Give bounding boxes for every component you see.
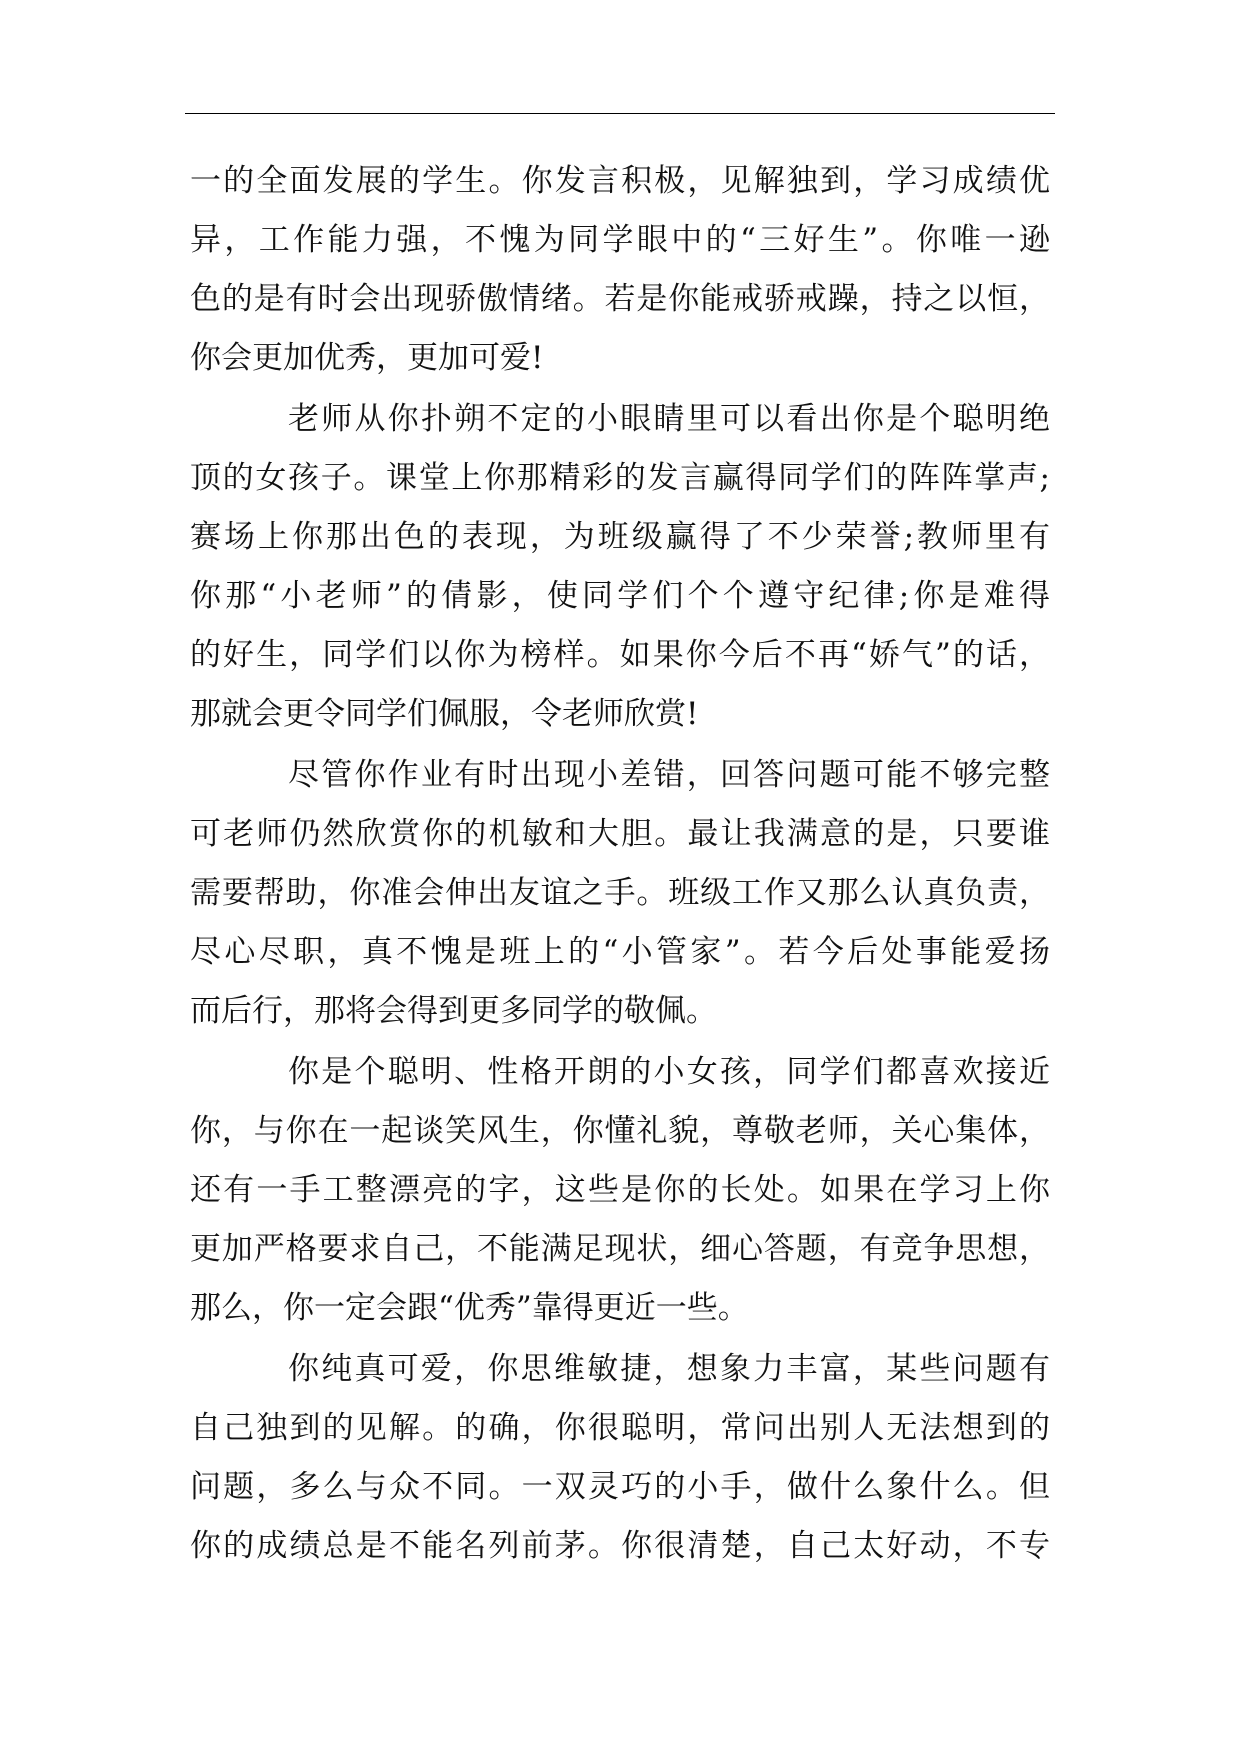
text-line: 自己独到的见解。的确，你很聪明，常问出别人无法想到的 xyxy=(190,1410,1050,1446)
paragraph-4 xyxy=(190,1043,1050,1338)
text-line: 的好生，同学们以你为榜样。如果你今后不再“娇气”的话， xyxy=(190,637,1050,673)
text-line: 你的成绩总是不能名列前茅。你很清楚，自己太好动，不专 xyxy=(190,1528,1050,1564)
paragraph-2 xyxy=(190,390,1050,744)
text-line: 还有一手工整漂亮的字，这些是你的长处。如果在学习上你 xyxy=(190,1172,1050,1208)
text-line: 顶的女孩子。课堂上你那精彩的发言赢得同学们的阵阵掌声; xyxy=(190,460,1050,496)
text-line: 那么，你一定会跟“优秀”靠得更近一些。 xyxy=(190,1290,749,1326)
paragraph-3 xyxy=(190,746,1050,1041)
text-line: 你会更加优秀，更加可爱! xyxy=(190,340,544,376)
text-line: 一的全面发展的学生。你发言积极，见解独到，学习成绩优 xyxy=(190,163,1050,199)
text-line: 更加严格要求自己，不能满足现状，细心答题，有竞争思想， xyxy=(190,1231,1050,1267)
text-line: 你，与你在一起谈笑风生，你懂礼貌，尊敬老师，关心集体， xyxy=(190,1113,1050,1149)
text-line: 色的是有时会出现骄傲情绪。若是你能戒骄戒躁，持之以恒， xyxy=(190,281,1050,317)
header-rule xyxy=(185,113,1055,114)
text-line: 问题，多么与众不同。一双灵巧的小手，做什么象什么。但 xyxy=(190,1469,1050,1505)
paragraph-1 xyxy=(190,152,1050,388)
text-line: 你那“小老师”的倩影，使同学们个个遵守纪律;你是难得 xyxy=(190,578,1050,614)
text-line: 需要帮助，你准会伸出友谊之手。班级工作又那么认真负责， xyxy=(190,875,1050,911)
document-body xyxy=(190,152,1050,1576)
paragraph-5 xyxy=(190,1340,1050,1576)
text-line: 赛场上你那出色的表现，为班级赢得了不少荣誉;教师里有 xyxy=(190,519,1050,555)
text-line: 可老师仍然欣赏你的机敏和大胆。最让我满意的是，只要谁 xyxy=(190,816,1050,852)
text-line: 异，工作能力强，不愧为同学眼中的“三好生”。你唯一逊 xyxy=(190,222,1050,258)
text-line: 你纯真可爱，你思维敏捷，想象力丰富，某些问题有 xyxy=(288,1351,1050,1387)
text-line: 那就会更令同学们佩服，令老师欣赏! xyxy=(190,696,699,732)
text-line: 你是个聪明、性格开朗的小女孩，同学们都喜欢接近 xyxy=(288,1054,1050,1090)
text-line: 尽心尽职，真不愧是班上的“小管家”。若今后处事能爱扬 xyxy=(190,934,1050,970)
text-line: 尽管你作业有时出现小差错，回答问题可能不够完整 xyxy=(288,757,1050,793)
text-line: 老师从你扑朔不定的小眼睛里可以看出你是个聪明绝 xyxy=(288,401,1050,437)
text-line: 而后行，那将会得到更多同学的敬佩。 xyxy=(190,993,717,1029)
